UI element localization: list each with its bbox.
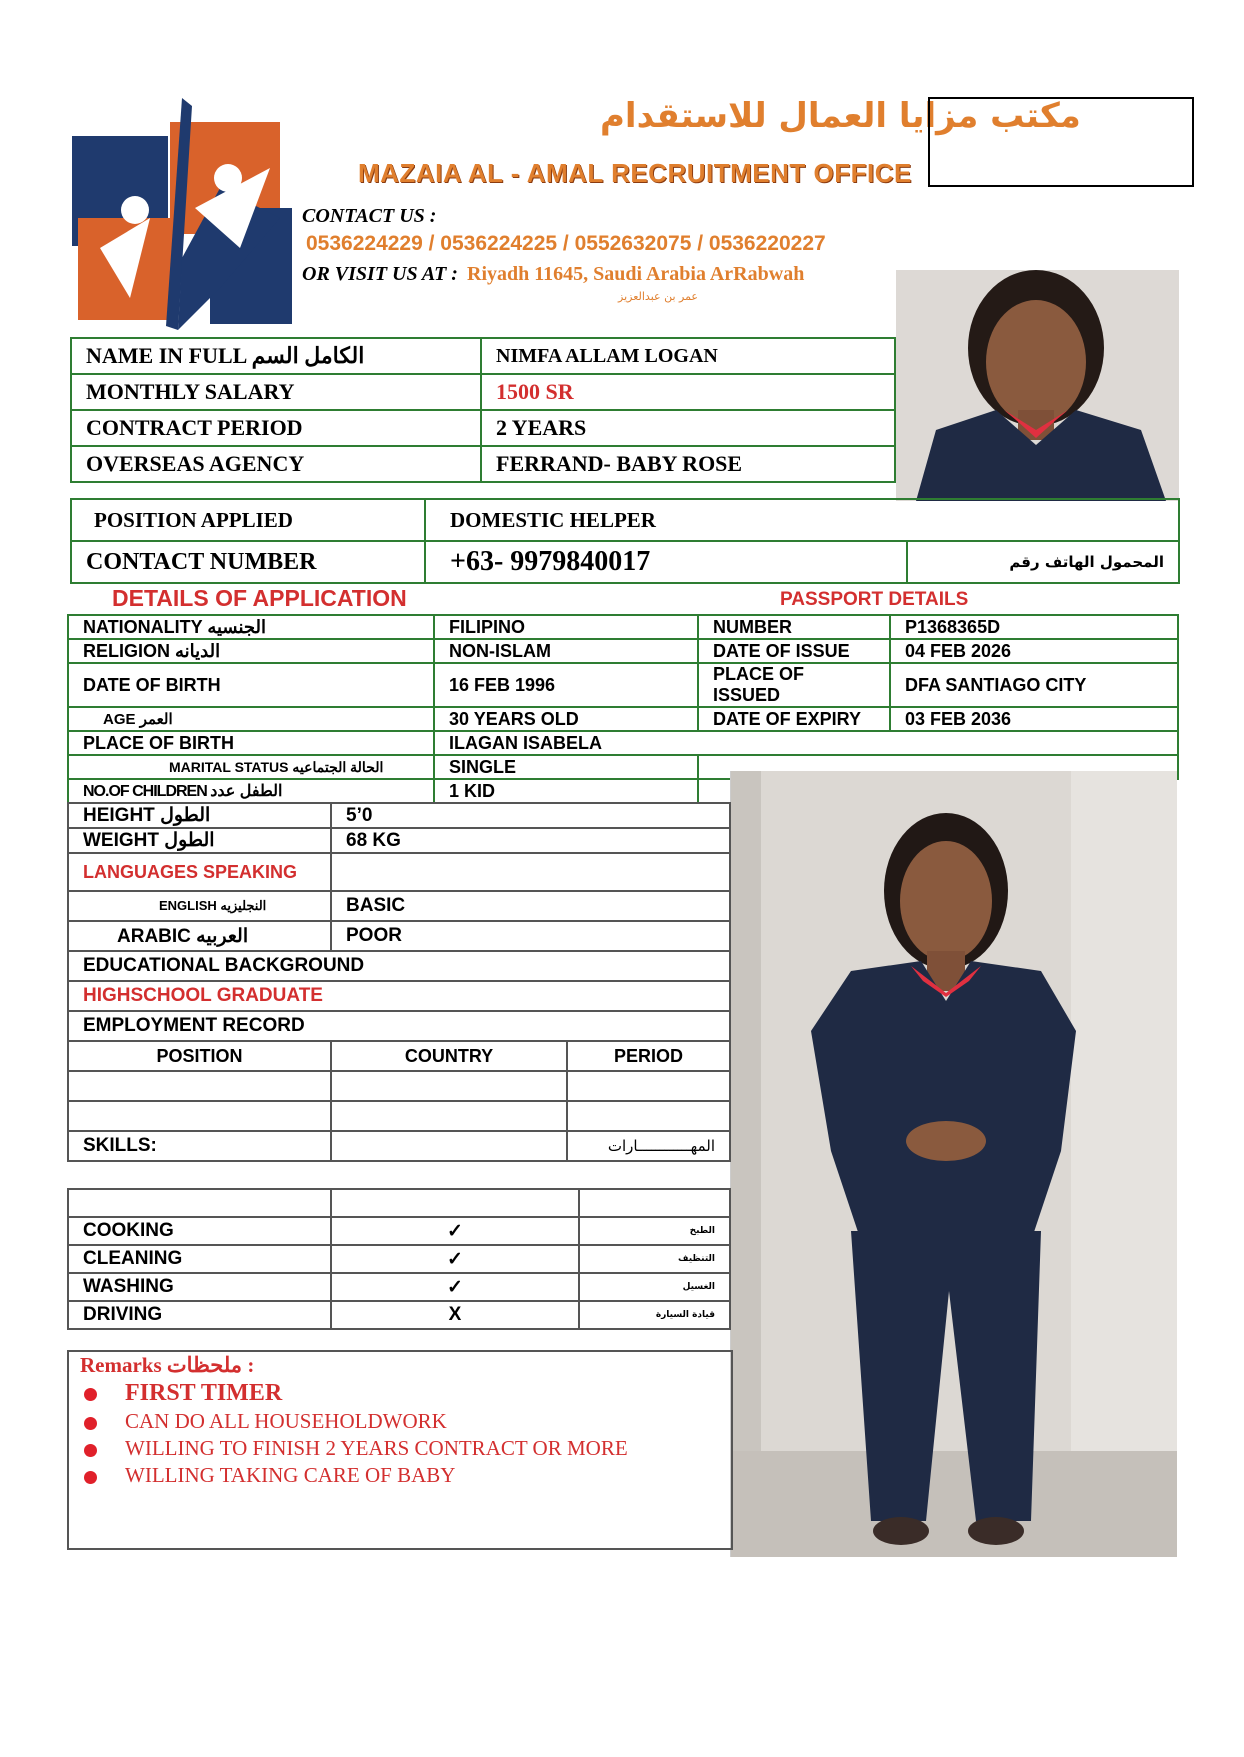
column-position: POSITION	[68, 1041, 331, 1071]
contact-number-value: +63- 9979840017	[425, 541, 907, 583]
employment-row-cell	[68, 1101, 331, 1131]
bullet-icon	[84, 1471, 97, 1484]
skill-arabic: التنظيف	[579, 1245, 730, 1273]
arabic-company-title: مكتب مزايا العمال للاستقدام	[600, 96, 1081, 136]
marital-value: SINGLE	[434, 755, 698, 779]
name-value: NIMFA ALLAM LOGAN	[481, 338, 895, 374]
weight-value: 68 KG	[331, 828, 730, 853]
expiry-date-value: 03 FEB 2036	[890, 707, 1178, 731]
education-label: EDUCATIONAL BACKGROUND	[68, 951, 730, 981]
skill-arabic: قيادة السيارة	[579, 1301, 730, 1329]
issue-place-label: PLACE OF ISSUED	[698, 663, 890, 707]
skill-name: COOKING	[68, 1217, 331, 1245]
english-value: BASIC	[331, 891, 730, 921]
employment-row-cell	[567, 1071, 730, 1101]
bullet-icon	[84, 1444, 97, 1457]
contract-value: 2 YEARS	[481, 410, 895, 446]
column-period: PERIOD	[567, 1041, 730, 1071]
agency-label: OVERSEAS AGENCY	[71, 446, 481, 482]
applicant-full-body-photo	[730, 771, 1177, 1557]
agency-value: FERRAND- BABY ROSE	[481, 446, 895, 482]
children-label: NO.OF CHILDREN الطفل عدد	[68, 779, 434, 803]
remark-text: CAN DO ALL HOUSEHOLDWORK	[125, 1409, 447, 1433]
applicant-info-table	[70, 337, 896, 483]
company-logo	[70, 98, 298, 330]
skills-empty-cell	[331, 1131, 567, 1161]
employment-row-cell	[567, 1101, 730, 1131]
applicant-details-lower-table	[67, 802, 731, 1162]
dob-label: DATE OF BIRTH	[68, 663, 434, 707]
remark-item	[84, 1436, 628, 1461]
skill-row	[68, 1245, 730, 1273]
nationality-label: NATIONALITY الجنسيه	[68, 615, 434, 639]
skills-header-cell	[68, 1189, 331, 1217]
position-label: POSITION APPLIED	[71, 499, 425, 541]
applicant-portrait-photo	[896, 270, 1179, 501]
languages-empty-cell	[331, 853, 730, 891]
details-heading: DETAILS OF APPLICATION	[112, 585, 407, 611]
remark-text: WILLING TO FINISH 2 YEARS CONTRACT OR MORE	[125, 1436, 628, 1460]
pob-label: PLACE OF BIRTH	[68, 731, 434, 755]
height-label: HEIGHT الطول	[68, 803, 331, 828]
skills-header-cell	[579, 1189, 730, 1217]
skill-arabic: الطبخ	[579, 1217, 730, 1245]
skills-label: SKILLS:	[68, 1131, 331, 1161]
employment-row-cell	[331, 1101, 567, 1131]
remark-item	[84, 1463, 455, 1488]
skill-name: DRIVING	[68, 1301, 331, 1329]
passport-number-value: P1368365D	[890, 615, 1178, 639]
employment-label: EMPLOYMENT RECORD	[68, 1011, 730, 1041]
pob-value: ILAGAN ISABELA	[434, 731, 1178, 755]
contact-us-label: CONTACT US :	[302, 205, 437, 227]
skill-mark: X	[331, 1301, 579, 1329]
position-contact-table	[70, 498, 1180, 584]
skill-name: WASHING	[68, 1273, 331, 1301]
weight-label: WEIGHT الطول	[68, 828, 331, 853]
name-label: NAME IN FULL الكامل السم	[71, 338, 481, 374]
nationality-value: FILIPINO	[434, 615, 698, 639]
skill-arabic: الغسيل	[579, 1273, 730, 1301]
arabic-label: ARABIC العربيه	[68, 921, 331, 951]
empty-reference-box	[928, 97, 1194, 187]
contact-number-arabic: المحمول الهاتف رقم	[907, 541, 1179, 583]
skill-row	[68, 1273, 730, 1301]
english-label: ENGLISH النجليزيه	[68, 891, 331, 921]
remark-item	[84, 1409, 447, 1434]
skill-name: CLEANING	[68, 1245, 331, 1273]
column-country: COUNTRY	[331, 1041, 567, 1071]
passport-heading: PASSPORT DETAILS	[780, 589, 969, 610]
skill-row	[68, 1301, 730, 1329]
remark-item	[84, 1380, 282, 1407]
bullet-icon	[84, 1388, 97, 1401]
contract-label: CONTRACT PERIOD	[71, 410, 481, 446]
religion-value: NON-ISLAM	[434, 639, 698, 663]
salary-value: 1500 SR	[481, 374, 895, 410]
office-address: Riyadh 11645, Saudi Arabia ArRabwah	[467, 263, 805, 285]
skills-header-cell	[331, 1189, 579, 1217]
skill-mark: ✓	[331, 1217, 579, 1245]
religion-label: RELIGION الديانه	[68, 639, 434, 663]
languages-label: LANGUAGES SPEAKING	[68, 853, 331, 891]
skills-table	[67, 1188, 731, 1330]
children-value: 1 KID	[434, 779, 698, 803]
issue-date-value: 04 FEB 2026	[890, 639, 1178, 663]
employment-row-cell	[331, 1071, 567, 1101]
skill-mark: ✓	[331, 1273, 579, 1301]
marital-label: MARITAL STATUS الحالة الجتماعيه	[68, 755, 434, 779]
skill-mark: ✓	[331, 1245, 579, 1273]
issue-place-value: DFA SANTIAGO CITY	[890, 663, 1178, 707]
age-label: AGE العمر	[68, 707, 434, 731]
employment-row-cell	[68, 1071, 331, 1101]
phone-numbers: 0536224229 / 0536224225 / 0552632075 / 0536220227	[306, 232, 826, 255]
contact-number-label: CONTACT NUMBER	[71, 541, 425, 583]
bullet-icon	[84, 1417, 97, 1430]
age-value: 30 YEARS OLD	[434, 707, 698, 731]
dob-value: 16 FEB 1996	[434, 663, 698, 707]
education-value: HIGHSCHOOL GRADUATE	[68, 981, 730, 1011]
remark-text: FIRST TIMER	[125, 1380, 283, 1406]
passport-number-label: NUMBER	[698, 615, 890, 639]
skill-row	[68, 1217, 730, 1245]
position-value: DOMESTIC HELPER	[425, 499, 1179, 541]
company-name: MAZAIA AL - AMAL RECRUITMENT OFFICE	[358, 158, 912, 188]
expiry-date-label: DATE OF EXPIRY	[698, 707, 890, 731]
issue-date-label: DATE OF ISSUE	[698, 639, 890, 663]
skills-arabic-label: المهــــــــــــارات	[567, 1131, 730, 1161]
remark-text: WILLING TAKING CARE OF BABY	[125, 1463, 456, 1487]
arabic-street-name: عمر بن عبدالعزيز	[618, 290, 698, 303]
height-value: 5’0	[331, 803, 730, 828]
visit-us-label: OR VISIT US AT :	[302, 263, 458, 285]
arabic-value: POOR	[331, 921, 730, 951]
remarks-label: Remarks ملحظات :	[80, 1353, 255, 1377]
salary-label: MONTHLY SALARY	[71, 374, 481, 410]
